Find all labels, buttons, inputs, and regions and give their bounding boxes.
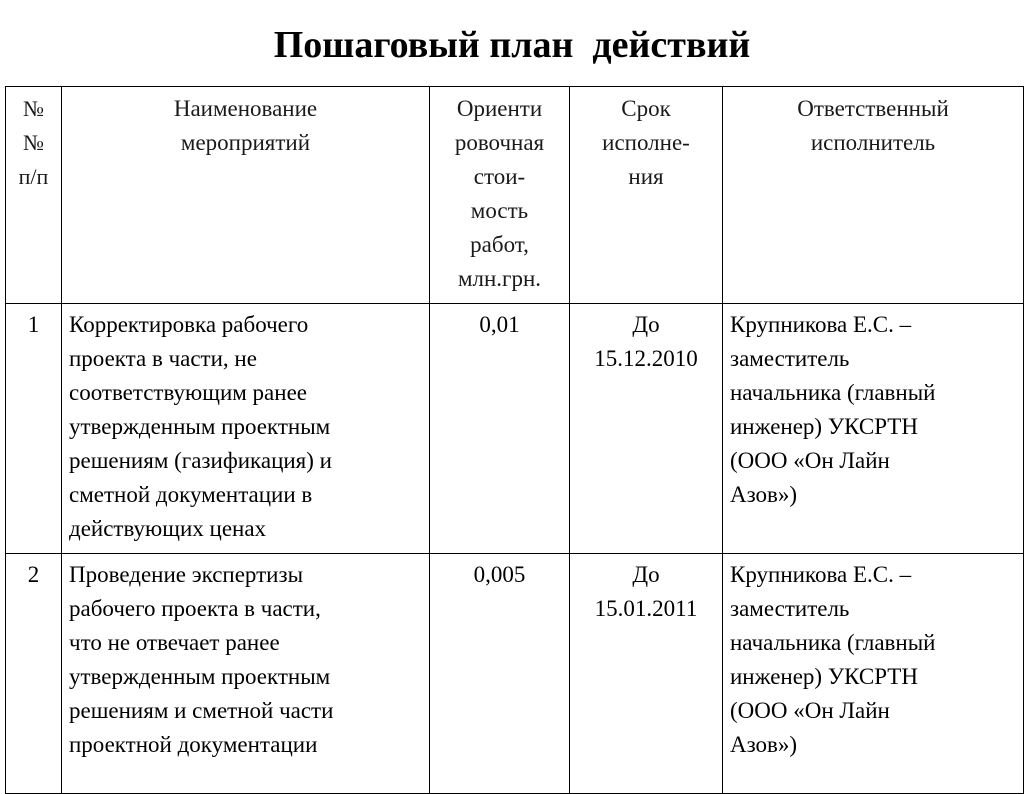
row-activity-name: Проведение экспертизы рабочего проекта в части, что не отвечает ранее утвержденным проектным решениям и сметной части проектной документации <box>62 554 430 794</box>
header-cost: Ориенти ровочная стои- мость работ, млн.грн. <box>430 87 570 304</box>
row-deadline: До 15.12.2010 <box>570 304 723 554</box>
header-name: Наименование мероприятий <box>62 87 430 304</box>
row-responsible: Крупникова Е.С. – заместитель начальника (главный инженер) УКСРТН (ООО «Он Лайн Азов») <box>723 554 1024 794</box>
row-number: 2 <box>6 554 62 794</box>
row-cost: 0,01 <box>430 304 570 554</box>
row-deadline: До 15.01.2011 <box>570 554 723 794</box>
header-num: № № п/п <box>6 87 62 304</box>
row-responsible: Крупникова Е.С. – заместитель начальника (главный инженер) УКСРТН (ООО «Он Лайн Азов») <box>723 304 1024 554</box>
header-row <box>6 87 1024 304</box>
row-cost: 0,005 <box>430 554 570 794</box>
row-activity-name: Корректировка рабочего проекта в части, не соответствующим ранее утвержденным проектным решениям (газификация) и сметной документации в действующих ценах <box>62 304 430 554</box>
header-deadline: Срок исполне- ния <box>570 87 723 304</box>
table-header <box>6 87 1024 304</box>
table-row <box>6 304 1024 554</box>
action-plan-table <box>5 86 1024 794</box>
row-number: 1 <box>6 304 62 554</box>
table-row <box>6 554 1024 794</box>
page-title: Пошаговый план действий <box>273 24 751 66</box>
header-responsible: Ответственный исполнитель <box>723 87 1024 304</box>
